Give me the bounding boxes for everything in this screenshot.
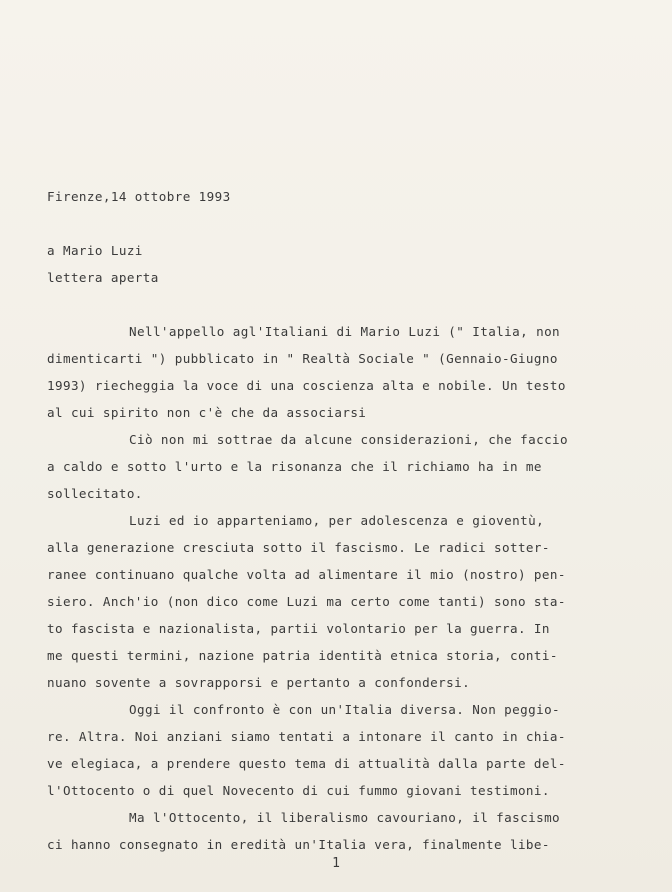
body-line: alla generazione cresciuta sotto il fascismo. Le radici sotter- <box>47 540 550 555</box>
letter-text <box>47 183 587 858</box>
spacer <box>47 291 587 318</box>
body-line: a caldo e sotto l'urto e la risonanza che il richiamo ha in me <box>47 459 542 474</box>
letter-body <box>47 318 587 858</box>
letter-recipient: a Mario Luzi <box>47 243 143 258</box>
body-line: sollecitato. <box>47 486 143 501</box>
body-line: to fascista e nazionalista, partii volontario per la guerra. In <box>47 621 550 636</box>
letter-date: Firenze,14 ottobre 1993 <box>47 189 231 204</box>
body-line: Nell'appello agl'Italiani di Mario Luzi (" Italia, non <box>129 324 561 339</box>
body-line: siero. Anch'io (non dico come Luzi ma certo come tanti) sono sta- <box>47 594 566 609</box>
body-line: l'Ottocento o di quel Novecento di cui fummo giovani testimoni. <box>47 783 550 798</box>
body-line: 1993) riecheggia la voce di una coscienza alta e nobile. Un testo <box>47 378 566 393</box>
body-line: nuano sovente a sovrapporsi e pertanto a confondersi. <box>47 675 471 690</box>
page-number: 1 <box>332 856 340 871</box>
body-line: Oggi il confronto è con un'Italia diversa. Non peggio- <box>129 702 561 717</box>
spacer <box>47 210 587 237</box>
body-line: al cui spirito non c'è che da associarsi <box>47 405 367 420</box>
letter-subject: lettera aperta <box>47 270 159 285</box>
body-line: me questi termini, nazione patria identità etnica storia, conti- <box>47 648 558 663</box>
body-line: re. Altra. Noi anziani siamo tentati a intonare il canto in chia- <box>47 729 566 744</box>
body-line: Luzi ed io apparteniamo, per adolescenza e gioventù, <box>129 513 545 528</box>
body-line: ve elegiaca, a prendere questo tema di attualità dalla parte del- <box>47 756 566 771</box>
body-line: Ma l'Ottocento, il liberalismo cavouriano, il fascismo <box>129 810 561 825</box>
body-line: dimenticarti ") pubblicato in " Realtà Sociale " (Gennaio-Giugno <box>47 351 558 366</box>
body-line: ranee continuano qualche volta ad alimentare il mio (nostro) pen- <box>47 567 566 582</box>
body-line: Ciò non mi sottrae da alcune considerazioni, che faccio <box>129 432 569 447</box>
body-line: ci hanno consegnato in eredità un'Italia vera, finalmente libe- <box>47 837 550 852</box>
